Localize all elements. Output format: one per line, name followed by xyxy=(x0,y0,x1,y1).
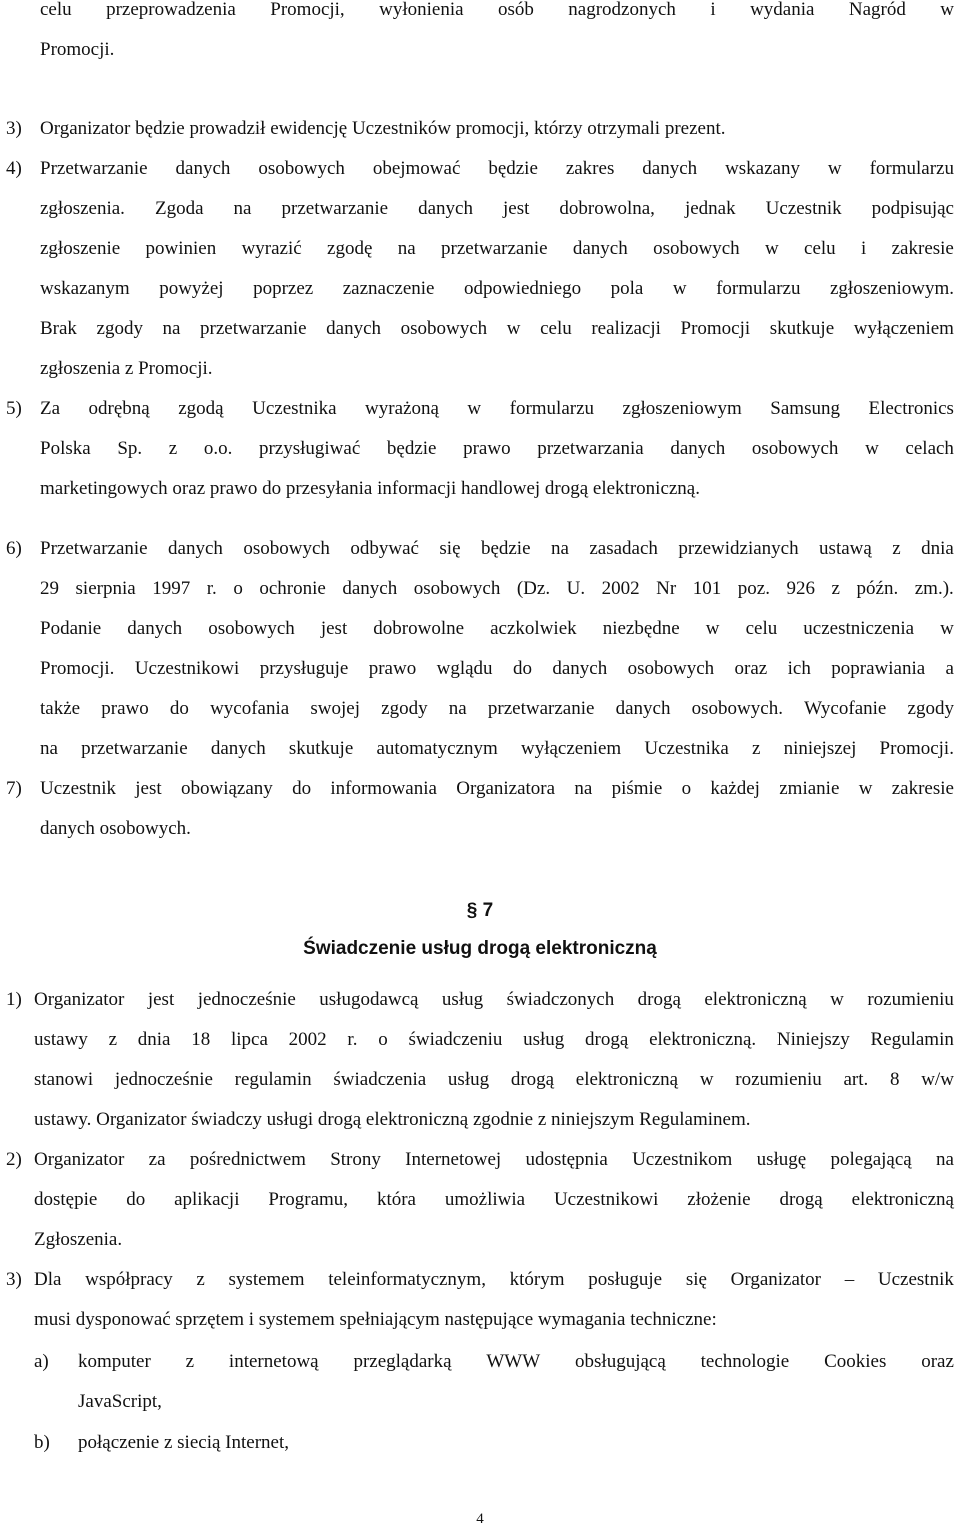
word: polegającą xyxy=(830,1149,912,1170)
word: zgłoszenia. xyxy=(40,198,125,219)
word: wyrażoną xyxy=(365,398,439,419)
word: celu xyxy=(804,238,836,259)
word: danych xyxy=(670,438,726,459)
word: usług xyxy=(441,989,484,1010)
word: prawo xyxy=(368,658,417,679)
word: w xyxy=(764,238,779,259)
word: Sp. xyxy=(117,438,143,459)
list-number: 1) xyxy=(6,989,22,1010)
word: Promocji. xyxy=(40,658,115,679)
word: osobowych xyxy=(751,438,839,459)
word: i xyxy=(710,0,716,20)
word: Wycofanie xyxy=(804,698,887,719)
word: zgody xyxy=(381,698,428,719)
word: z xyxy=(185,1351,195,1372)
word: osobowych xyxy=(243,538,330,559)
word: Regulamin xyxy=(870,1029,954,1050)
word: umożliwia xyxy=(444,1189,526,1210)
list-number: 3) xyxy=(6,118,22,139)
word: jest xyxy=(320,618,348,639)
text-line: Promocji. xyxy=(40,39,115,60)
word: formularzu xyxy=(716,278,801,299)
text-line: ustawy. Organizator świadczy usługi drogą elektroniczną zgodnie z niniejszym Regulaminem. xyxy=(34,1109,751,1130)
word: przeglądarką xyxy=(353,1351,452,1372)
text-line xyxy=(78,1342,954,1382)
word: Electronics xyxy=(868,398,954,419)
text-line xyxy=(40,769,954,809)
text-line: marketingowych oraz prawo do przesyłania informacji handlowej drogą elektroniczną. xyxy=(40,478,700,499)
word: U. xyxy=(566,578,586,599)
word: świadczenia xyxy=(333,1069,427,1090)
word: z xyxy=(892,538,901,559)
word: 2002 xyxy=(288,1029,327,1050)
word: będzie xyxy=(480,538,531,559)
word: na xyxy=(397,238,416,259)
word: wskazanym xyxy=(40,278,130,299)
word: celu xyxy=(40,0,72,20)
word: poz. xyxy=(737,578,770,599)
word: Strony xyxy=(330,1149,381,1170)
word: internetową xyxy=(228,1351,319,1372)
word: zasadach xyxy=(589,538,658,559)
word: Nagród xyxy=(848,0,906,20)
word: danych xyxy=(168,538,223,559)
word: danych xyxy=(210,738,266,759)
word: przetwarzanie xyxy=(81,738,188,759)
word: r. xyxy=(206,578,217,599)
word: osobowych xyxy=(413,578,501,599)
word: Nr xyxy=(656,578,677,599)
word: w xyxy=(858,778,873,799)
text-line xyxy=(40,389,954,429)
word: danych xyxy=(326,318,382,339)
word: WWW xyxy=(486,1351,541,1372)
word: z xyxy=(196,1269,205,1290)
text-line xyxy=(40,729,954,769)
word: Programu, xyxy=(268,1189,349,1210)
word: Polska xyxy=(40,438,91,459)
list-number: 7) xyxy=(6,778,22,799)
word: Internetowej xyxy=(405,1149,502,1170)
word: danych xyxy=(342,578,398,599)
word: o xyxy=(681,778,692,799)
word: zgłoszeniowym. xyxy=(829,278,954,299)
list-number: 5) xyxy=(6,398,22,419)
text-line xyxy=(40,149,954,189)
word: danych xyxy=(418,198,473,219)
text-line xyxy=(40,0,954,30)
word: ochronie xyxy=(259,578,326,599)
text-line xyxy=(34,1140,954,1180)
word: późn. xyxy=(856,578,899,599)
text-line: musi dysponować sprzętem i systemem spełniającym następujące wymagania techniczne: xyxy=(34,1309,717,1330)
word: Podanie xyxy=(40,618,102,639)
text-line: JavaScript, xyxy=(78,1391,162,1412)
word: drogą xyxy=(637,989,681,1010)
word: jednak xyxy=(684,198,736,219)
word: Uczestnikowi xyxy=(134,658,240,679)
word: podpisując xyxy=(871,198,954,219)
text-line xyxy=(40,689,954,729)
word: z xyxy=(168,438,178,459)
word: poprzez xyxy=(253,278,314,299)
word: o xyxy=(233,578,243,599)
word: z xyxy=(108,1029,118,1050)
word: przetwarzanie xyxy=(281,198,389,219)
word: na xyxy=(574,778,593,799)
word: Uczestnikowi xyxy=(553,1189,659,1210)
word: Samsung xyxy=(770,398,840,419)
word: w xyxy=(672,278,687,299)
word: Organizator xyxy=(730,1269,821,1290)
word: 2002 xyxy=(601,578,640,599)
word: sierpnia xyxy=(75,578,136,599)
text-line: połączenie z siecią Internet, xyxy=(78,1432,289,1453)
word: dostępie xyxy=(34,1189,98,1210)
word: zgodę xyxy=(327,238,373,259)
word: jest xyxy=(135,778,162,799)
word: i xyxy=(861,238,867,259)
word: swojej xyxy=(310,698,360,719)
word: która xyxy=(376,1189,416,1210)
word: danych xyxy=(552,658,608,679)
word: Organizatora xyxy=(456,778,556,799)
word: na xyxy=(550,538,569,559)
word: się xyxy=(439,538,461,559)
word: będzie xyxy=(386,438,437,459)
word: drogą xyxy=(585,1029,629,1050)
text-line xyxy=(34,1260,954,1300)
word: wyłączeniem xyxy=(853,318,954,339)
word: wyłączeniem xyxy=(520,738,622,759)
word: w xyxy=(830,989,844,1010)
text-line xyxy=(40,229,954,269)
word: zakresie xyxy=(891,238,954,259)
section-number: § 7 xyxy=(466,900,494,921)
word: Uczestnikom xyxy=(632,1149,733,1170)
word: Przetwarzanie xyxy=(40,158,148,179)
word: osobowych. xyxy=(691,698,783,719)
list-number: 4) xyxy=(6,158,22,179)
word: współpracy xyxy=(85,1269,173,1290)
word: odrębną xyxy=(88,398,150,419)
word: jednocześnie xyxy=(114,1069,213,1090)
word: przetwarzanie xyxy=(487,698,595,719)
word: wglądu xyxy=(436,658,493,679)
word: jest xyxy=(147,989,175,1010)
word: obsługującą xyxy=(575,1351,666,1372)
word: przetwarzanie xyxy=(441,238,548,259)
word: wyrazić xyxy=(241,238,302,259)
word: dobrowolne xyxy=(373,618,465,639)
word: elektroniczną xyxy=(575,1069,679,1090)
word: zakres xyxy=(565,158,615,179)
text-line xyxy=(34,980,954,1020)
word: formularzu xyxy=(869,158,954,179)
word: skutkuje xyxy=(769,318,835,339)
word: skutkuje xyxy=(288,738,354,759)
word: powinien xyxy=(145,238,217,259)
word: a xyxy=(945,658,954,679)
word: Organizator xyxy=(34,989,125,1010)
word: realizacji xyxy=(591,318,661,339)
word: Niniejszy xyxy=(776,1029,850,1050)
word: ustawy xyxy=(34,1029,88,1050)
word: danych xyxy=(615,698,671,719)
word: zakresie xyxy=(891,778,954,799)
text-line: Zgłoszenia. xyxy=(34,1229,123,1250)
word: w xyxy=(865,438,879,459)
word: Promocji xyxy=(680,318,751,339)
word: r. xyxy=(347,1029,358,1050)
word: każdej xyxy=(710,778,760,799)
word: także xyxy=(40,698,81,719)
word: Cookies xyxy=(824,1351,887,1372)
word: wydania xyxy=(750,0,815,20)
word: odbywać xyxy=(350,538,419,559)
word: w/w xyxy=(921,1069,954,1090)
word: regulamin xyxy=(234,1069,312,1090)
word: na xyxy=(40,738,58,759)
word: technologie xyxy=(700,1351,790,1372)
word: usługę xyxy=(756,1149,807,1170)
text-line: Organizator będzie prowadził ewidencję Uczestników promocji, którzy otrzymali prezent. xyxy=(40,118,726,139)
word: zmianie xyxy=(779,778,840,799)
word: dnia xyxy=(921,538,954,559)
word: prawo xyxy=(463,438,511,459)
word: z xyxy=(751,738,761,759)
word: na xyxy=(936,1149,954,1170)
word: w xyxy=(940,618,954,639)
word: przysługuje xyxy=(259,658,349,679)
word: danych xyxy=(175,158,231,179)
word: elektroniczną. xyxy=(649,1029,757,1050)
word: ustawą xyxy=(819,538,872,559)
word: w xyxy=(467,398,482,419)
word: informowania xyxy=(330,778,437,799)
text-line xyxy=(40,189,954,229)
word: w xyxy=(699,1069,714,1090)
word: poprawiania xyxy=(831,658,926,679)
text-line xyxy=(40,569,954,609)
word: usług xyxy=(447,1069,490,1090)
word: z xyxy=(831,578,840,599)
word: danych xyxy=(642,158,698,179)
word: na xyxy=(233,198,252,219)
word: zaznaczenie xyxy=(342,278,435,299)
list-letter: b) xyxy=(34,1432,50,1453)
word: formularzu xyxy=(509,398,595,419)
word: elektroniczną xyxy=(851,1189,954,1210)
text-line xyxy=(34,1060,954,1100)
word: przeprowadzenia xyxy=(106,0,236,20)
word: danych xyxy=(127,618,183,639)
word: drogą xyxy=(510,1069,555,1090)
word: Uczestnik xyxy=(40,778,116,799)
word: – xyxy=(844,1269,855,1290)
word: ich xyxy=(787,658,811,679)
word: którym xyxy=(509,1269,565,1290)
word: 101 xyxy=(692,578,722,599)
word: osobowych xyxy=(208,618,295,639)
text-line xyxy=(40,529,954,569)
word: na xyxy=(448,698,467,719)
word: 8 xyxy=(890,1069,900,1090)
word: Przetwarzanie xyxy=(40,538,148,559)
word: świadczeniu xyxy=(408,1029,503,1050)
word: wycofania xyxy=(210,698,290,719)
word: uczestniczenia xyxy=(803,618,915,639)
word: pola xyxy=(610,278,644,299)
text-line xyxy=(40,609,954,649)
word: niezbędne xyxy=(602,618,680,639)
word: wyłonienia xyxy=(379,0,464,20)
word: Za xyxy=(40,398,61,419)
text-line: zgłoszenia z Promocji. xyxy=(40,358,213,379)
word: obejmować xyxy=(372,158,461,179)
word: niniejszej xyxy=(783,738,857,759)
list-number: 3) xyxy=(6,1269,22,1290)
word: usługodawcą xyxy=(319,989,419,1010)
word: wskazany xyxy=(725,158,800,179)
text-line xyxy=(40,649,954,689)
word: komputer xyxy=(78,1351,151,1372)
word: posługuje xyxy=(588,1269,663,1290)
word: automatycznym xyxy=(376,738,498,759)
word: udostępnia xyxy=(525,1149,608,1170)
word: złożenie xyxy=(687,1189,751,1210)
word: oraz xyxy=(921,1351,954,1372)
word: Uczestnika xyxy=(644,738,729,759)
word: zgłoszeniowym xyxy=(622,398,742,419)
word: oraz xyxy=(734,658,768,679)
word: prawo xyxy=(101,698,149,719)
word: teleinformatycznym, xyxy=(328,1269,486,1290)
section-title: Świadczenie usług drogą elektroniczną xyxy=(303,938,657,959)
text-line xyxy=(34,1020,954,1060)
word: elektroniczną xyxy=(704,989,807,1010)
word: Promocji, xyxy=(270,0,345,20)
text-line xyxy=(40,309,954,349)
word: zgłoszenie xyxy=(40,238,121,259)
word: się xyxy=(685,1269,707,1290)
list-number: 2) xyxy=(6,1149,22,1170)
word: rozumieniu xyxy=(867,989,954,1010)
word: osobowych xyxy=(400,318,488,339)
word: do xyxy=(512,658,532,679)
word: 926 xyxy=(786,578,816,599)
word: celu xyxy=(540,318,572,339)
word: do xyxy=(126,1189,146,1210)
word: osobowych xyxy=(627,658,715,679)
word: Dla xyxy=(34,1269,62,1290)
word: za xyxy=(148,1149,166,1170)
word: w xyxy=(506,318,521,339)
word: usług xyxy=(523,1029,565,1050)
word: piśmie xyxy=(611,778,663,799)
word: drogą xyxy=(779,1189,823,1210)
word: zm.). xyxy=(914,578,954,599)
word: Brak xyxy=(40,318,77,339)
word: nagrodzonych xyxy=(568,0,676,20)
word: odpowiedniego xyxy=(463,278,582,299)
word: o.o. xyxy=(203,438,233,459)
word: o xyxy=(378,1029,388,1050)
word: przetwarzania xyxy=(537,438,644,459)
word: systemem xyxy=(228,1269,305,1290)
word: aczkolwiek xyxy=(490,618,577,639)
word: zgodą xyxy=(178,398,224,419)
text-line: danych osobowych. xyxy=(40,818,191,839)
word: Promocji. xyxy=(879,738,954,759)
word: (Dz. xyxy=(516,578,551,599)
word: zgody xyxy=(907,698,954,719)
word: na xyxy=(162,318,181,339)
word: do xyxy=(169,698,189,719)
word: 18 xyxy=(191,1029,211,1050)
text-line xyxy=(34,1180,954,1220)
word: przetwarzanie xyxy=(200,318,307,339)
word: do xyxy=(292,778,312,799)
word: Uczestnik xyxy=(765,198,842,219)
word: Zgoda xyxy=(154,198,204,219)
word: przewidzianych xyxy=(678,538,799,559)
word: Organizator xyxy=(34,1149,125,1170)
word: osobowych xyxy=(258,158,345,179)
word: w xyxy=(940,0,954,20)
word: danych xyxy=(572,238,628,259)
word: stanowi xyxy=(34,1069,94,1090)
word: celach xyxy=(905,438,954,459)
word: rozumieniu xyxy=(735,1069,822,1090)
word: obowiązany xyxy=(180,778,273,799)
word: osobowych xyxy=(653,238,740,259)
word: 1997 xyxy=(152,578,191,599)
text-line xyxy=(40,269,954,309)
word: osób xyxy=(497,0,534,20)
word: celu xyxy=(745,618,778,639)
word: aplikacji xyxy=(174,1189,240,1210)
word: przysługiwać xyxy=(258,438,361,459)
word: art. xyxy=(843,1069,869,1090)
word: świadczonych xyxy=(506,989,615,1010)
word: będzie xyxy=(488,158,538,179)
word: w xyxy=(827,158,842,179)
word: jest xyxy=(503,198,530,219)
word: dnia xyxy=(137,1029,171,1050)
word: lipca xyxy=(230,1029,268,1050)
page-number: 4 xyxy=(476,1511,484,1527)
word: jednocześnie xyxy=(197,989,296,1010)
word: 29 xyxy=(40,578,59,599)
word: pośrednictwem xyxy=(189,1149,306,1170)
word: Uczestnika xyxy=(252,398,337,419)
list-letter: a) xyxy=(34,1351,49,1372)
word: w xyxy=(705,618,720,639)
word: powyżej xyxy=(159,278,224,299)
list-number: 6) xyxy=(6,538,22,559)
word: dobrowolna, xyxy=(559,198,655,219)
text-line xyxy=(40,429,954,469)
word: zgody xyxy=(96,318,143,339)
word: Uczestnik xyxy=(877,1269,954,1290)
